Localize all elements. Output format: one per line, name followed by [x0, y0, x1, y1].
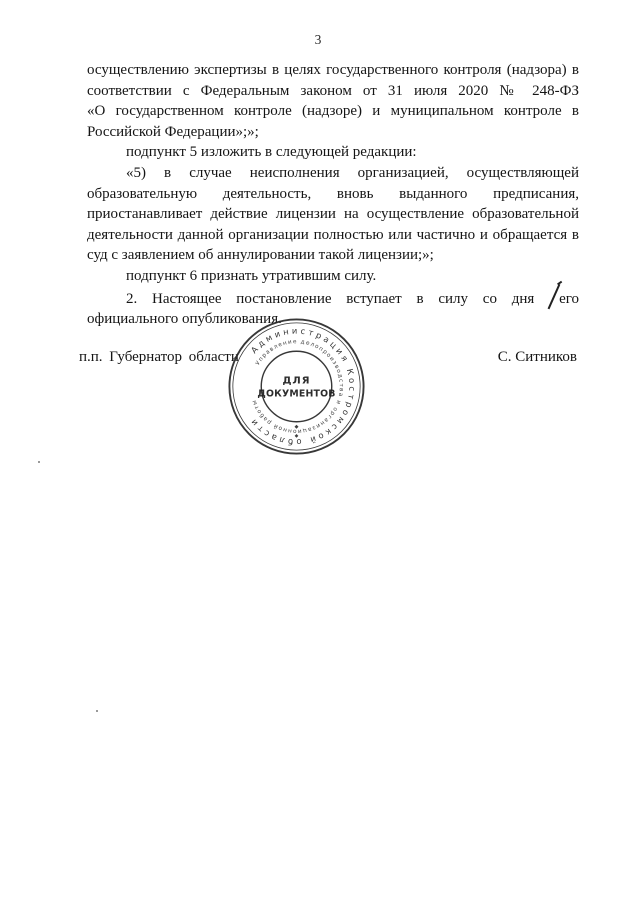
document-body: [87, 60, 579, 330]
stamp-inner-circle: [261, 351, 332, 422]
stamp-separator-dot-2: [295, 434, 299, 438]
text-line: «5) в случае неисполнения организацией, осуществляющей: [126, 164, 579, 181]
paragraph: [87, 266, 579, 287]
text-line: официального опубликования.: [87, 311, 282, 328]
paragraph: [87, 60, 579, 142]
text-line: образовательную деятельность, вновь выданного предписания,: [87, 185, 579, 202]
signature-left-label: п.п. Губернатор области: [79, 349, 239, 365]
paragraph: [87, 163, 579, 266]
official-stamp: [226, 316, 367, 457]
text-line: подпункт 6 признать утратившим силу.: [126, 267, 377, 284]
text-line: суд с заявлением об аннулировании такой лицензии;»;: [87, 247, 434, 264]
text-line: Российской Федерации»;»;: [87, 123, 259, 140]
scan-speck: [96, 710, 98, 712]
stamp-inner-ring-text: Управление делопроизводства и организационной работы: [251, 339, 344, 434]
text-line: соответствии с Федеральным законом от 31 июля 2020 № 248-ФЗ: [87, 82, 579, 99]
text-line: «О государственном контроле (надзоре) и муниципальном контроле в: [87, 103, 579, 120]
scan-speck: [38, 461, 40, 463]
stamp-center-text-line1: ДЛЯ: [282, 375, 311, 387]
text-line: осуществлению экспертизы в целях государственного контроля (надзора) в: [87, 62, 579, 78]
text-line: деятельности данной организации полностью или частично и обращается в: [87, 226, 579, 243]
page-number: 3: [314, 32, 322, 47]
text-line: приостанавливает действие лицензии на осуществление образовательной: [87, 206, 579, 223]
handwritten-slash-mark: [550, 287, 559, 307]
stamp-outer-ring-text: Администрация Костромской области: [246, 325, 358, 448]
stamp-graphic: [226, 316, 367, 457]
paragraph: [87, 142, 579, 163]
text-line: подпункт 5 изложить в следующей редакции:: [126, 144, 417, 161]
text-line: 2. Настоящее постановление вступает в силу со дня его: [87, 287, 579, 310]
stamp-center-text-line2: ДОКУМЕНТОВ: [257, 388, 336, 400]
signature-right-name: С. Ситников: [497, 349, 577, 365]
